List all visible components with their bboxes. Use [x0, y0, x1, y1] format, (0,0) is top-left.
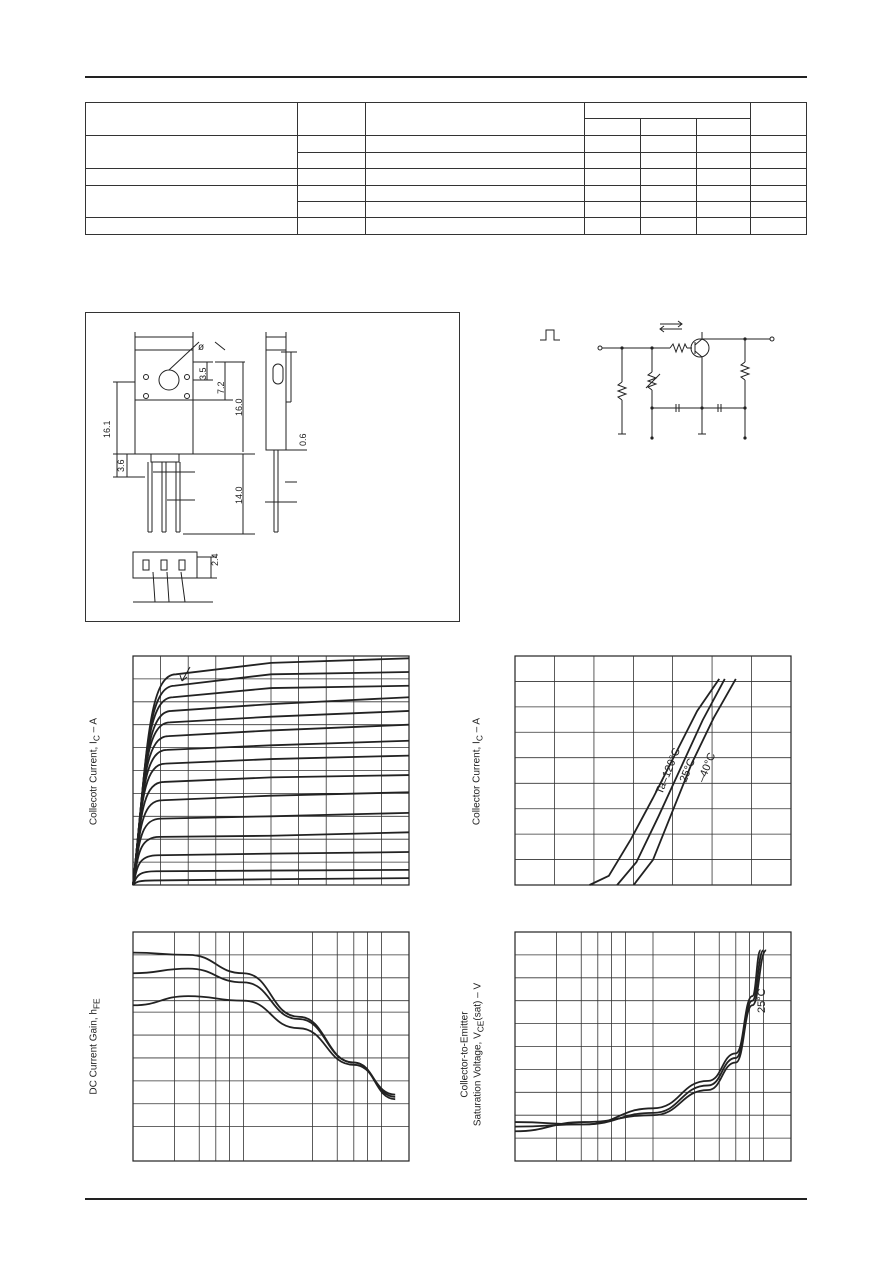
ic-vbe-plot-frame — [515, 656, 791, 885]
ic-vbe-series-label: –40°C — [695, 751, 719, 785]
ic-vbe-ylabel: Collector Current, $I_C$ – A — [471, 717, 485, 826]
dimension-label: 0.6 — [298, 433, 308, 446]
ic-vbe-chart — [514, 655, 792, 886]
dimension-label: 3.6 — [116, 459, 126, 472]
diameter-symbol: ø — [198, 342, 205, 353]
ic-vbe-series-label: Ta=120°C — [653, 746, 684, 797]
package-drawing — [85, 312, 459, 621]
hfe-ic-series-line — [133, 969, 395, 1097]
header-rule — [85, 76, 807, 78]
table-row — [86, 218, 807, 235]
ic-vce-chart — [132, 655, 410, 886]
table-row — [86, 186, 807, 202]
hfe-ic-ylabel: DC Current Gain, $h_{FE}$ — [88, 998, 102, 1095]
hfe-ic-series-line — [133, 996, 395, 1094]
footer-rule — [85, 1198, 807, 1200]
table-row — [86, 169, 807, 186]
table-row — [86, 136, 807, 153]
dimension-label: 16.1 — [102, 420, 112, 438]
test-circuit — [530, 312, 780, 452]
spec-table — [85, 102, 807, 235]
vcesat-ic-chart — [514, 931, 792, 1162]
table-row — [86, 103, 807, 119]
dimension-label: 2.4 — [210, 553, 220, 566]
hfe-ic-series-line — [133, 953, 395, 1100]
vcesat-ic-ylabel: Collector-to-Emitter Saturation Voltage, $V_{CE}(sat)$ – V — [459, 982, 486, 1127]
hfe-ic-chart — [132, 931, 410, 1162]
dimension-label: 14.0 — [234, 486, 244, 504]
vcesat-ic-series-line — [515, 950, 761, 1124]
vcesat-ic-series-label: 25°C — [756, 988, 768, 1013]
dimension-label: 7.2 — [216, 381, 226, 394]
vcesat-ic-series-line — [515, 950, 763, 1126]
dimension-label: 3.5 — [198, 367, 208, 380]
dimension-label: 16.0 — [234, 398, 244, 416]
ic-vce-ylabel: Collecotr Current, $I_C$ – A — [88, 717, 102, 826]
ic-vbe-series-label: 25°C — [677, 756, 698, 785]
